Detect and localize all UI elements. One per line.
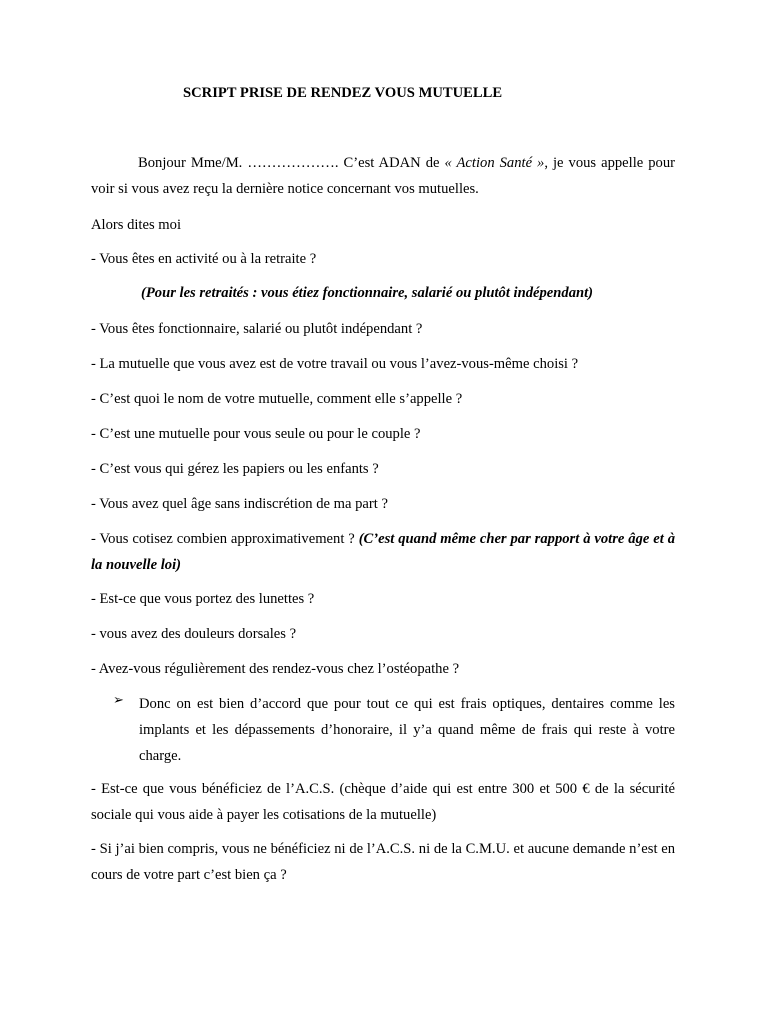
question-mutual-name: - C’est quoi le nom de votre mutuelle, comment elle s’appelle ? [91,391,463,407]
prompt-line: Alors dites moi [91,217,181,233]
intro-text-end: , je vous appelle pour voir si vous avez reçu la dernière notice concernant vos mutuelles. [91,155,675,197]
bullet-item [113,691,675,769]
arrow-bullet-icon: ➢ [113,693,124,708]
question-glasses: - Est-ce que vous portez des lunettes ? [91,591,315,607]
question-status: - Vous êtes fonctionnaire, salarié ou plutôt indépendant ? [91,321,423,337]
question-contribution-text: - Vous cotisez combien approximativement ? [91,531,359,547]
company-name: « Action Santé » [444,155,545,171]
document-title: SCRIPT PRISE DE RENDEZ VOUS MUTUELLE [183,85,503,101]
question-osteopath: - Avez-vous régulièrement des rendez-vous chez l’ostéopathe ? [91,661,460,677]
question-back-pain: - vous avez des douleurs dorsales ? [91,626,297,642]
question-acs: - Est-ce que vous bénéficiez de l’A.C.S. (chèque d’aide qui est entre 300 et 500 € de la sécurité sociale qui vous aide à payer les cotisations de la mutuelle) [91,781,675,823]
intro-text-start: Bonjour Mme/M. ………………. C’est ADAN de [138,155,445,171]
retired-note: (Pour les retraités : vous étiez fonctionnaire, salarié ou plutôt indépendant) [141,285,594,301]
question-paperwork: - C’est vous qui gérez les papiers ou les enfants ? [91,461,379,477]
question-confirmation: - Si j’ai bien compris, vous ne bénéficiez ni de l’A.C.S. ni de la C.M.U. et aucune demande n’est en cours de votre part c’est bien ça ? [91,841,675,883]
question-contribution [91,526,675,578]
bullet-text: Donc on est bien d’accord que pour tout ce qui est frais optiques, dentaires comme les implants et les dépassements d’honoraire, il y’a quand même de frais qui reste à votre charge. [139,696,675,764]
question-age: - Vous avez quel âge sans indiscrétion de ma part ? [91,496,388,512]
question-coverage: - C’est une mutuelle pour vous seule ou pour le couple ? [91,426,421,442]
intro-paragraph [91,150,675,202]
question-mutual-origin: - La mutuelle que vous avez est de votre travail ou vous l’avez-vous-même choisi ? [91,356,579,372]
question-activity: - Vous êtes en activité ou à la retraite ? [91,251,317,267]
contribution-emphasis: (C’est quand même cher par rapport à votre âge et à la nouvelle loi) [91,531,675,573]
